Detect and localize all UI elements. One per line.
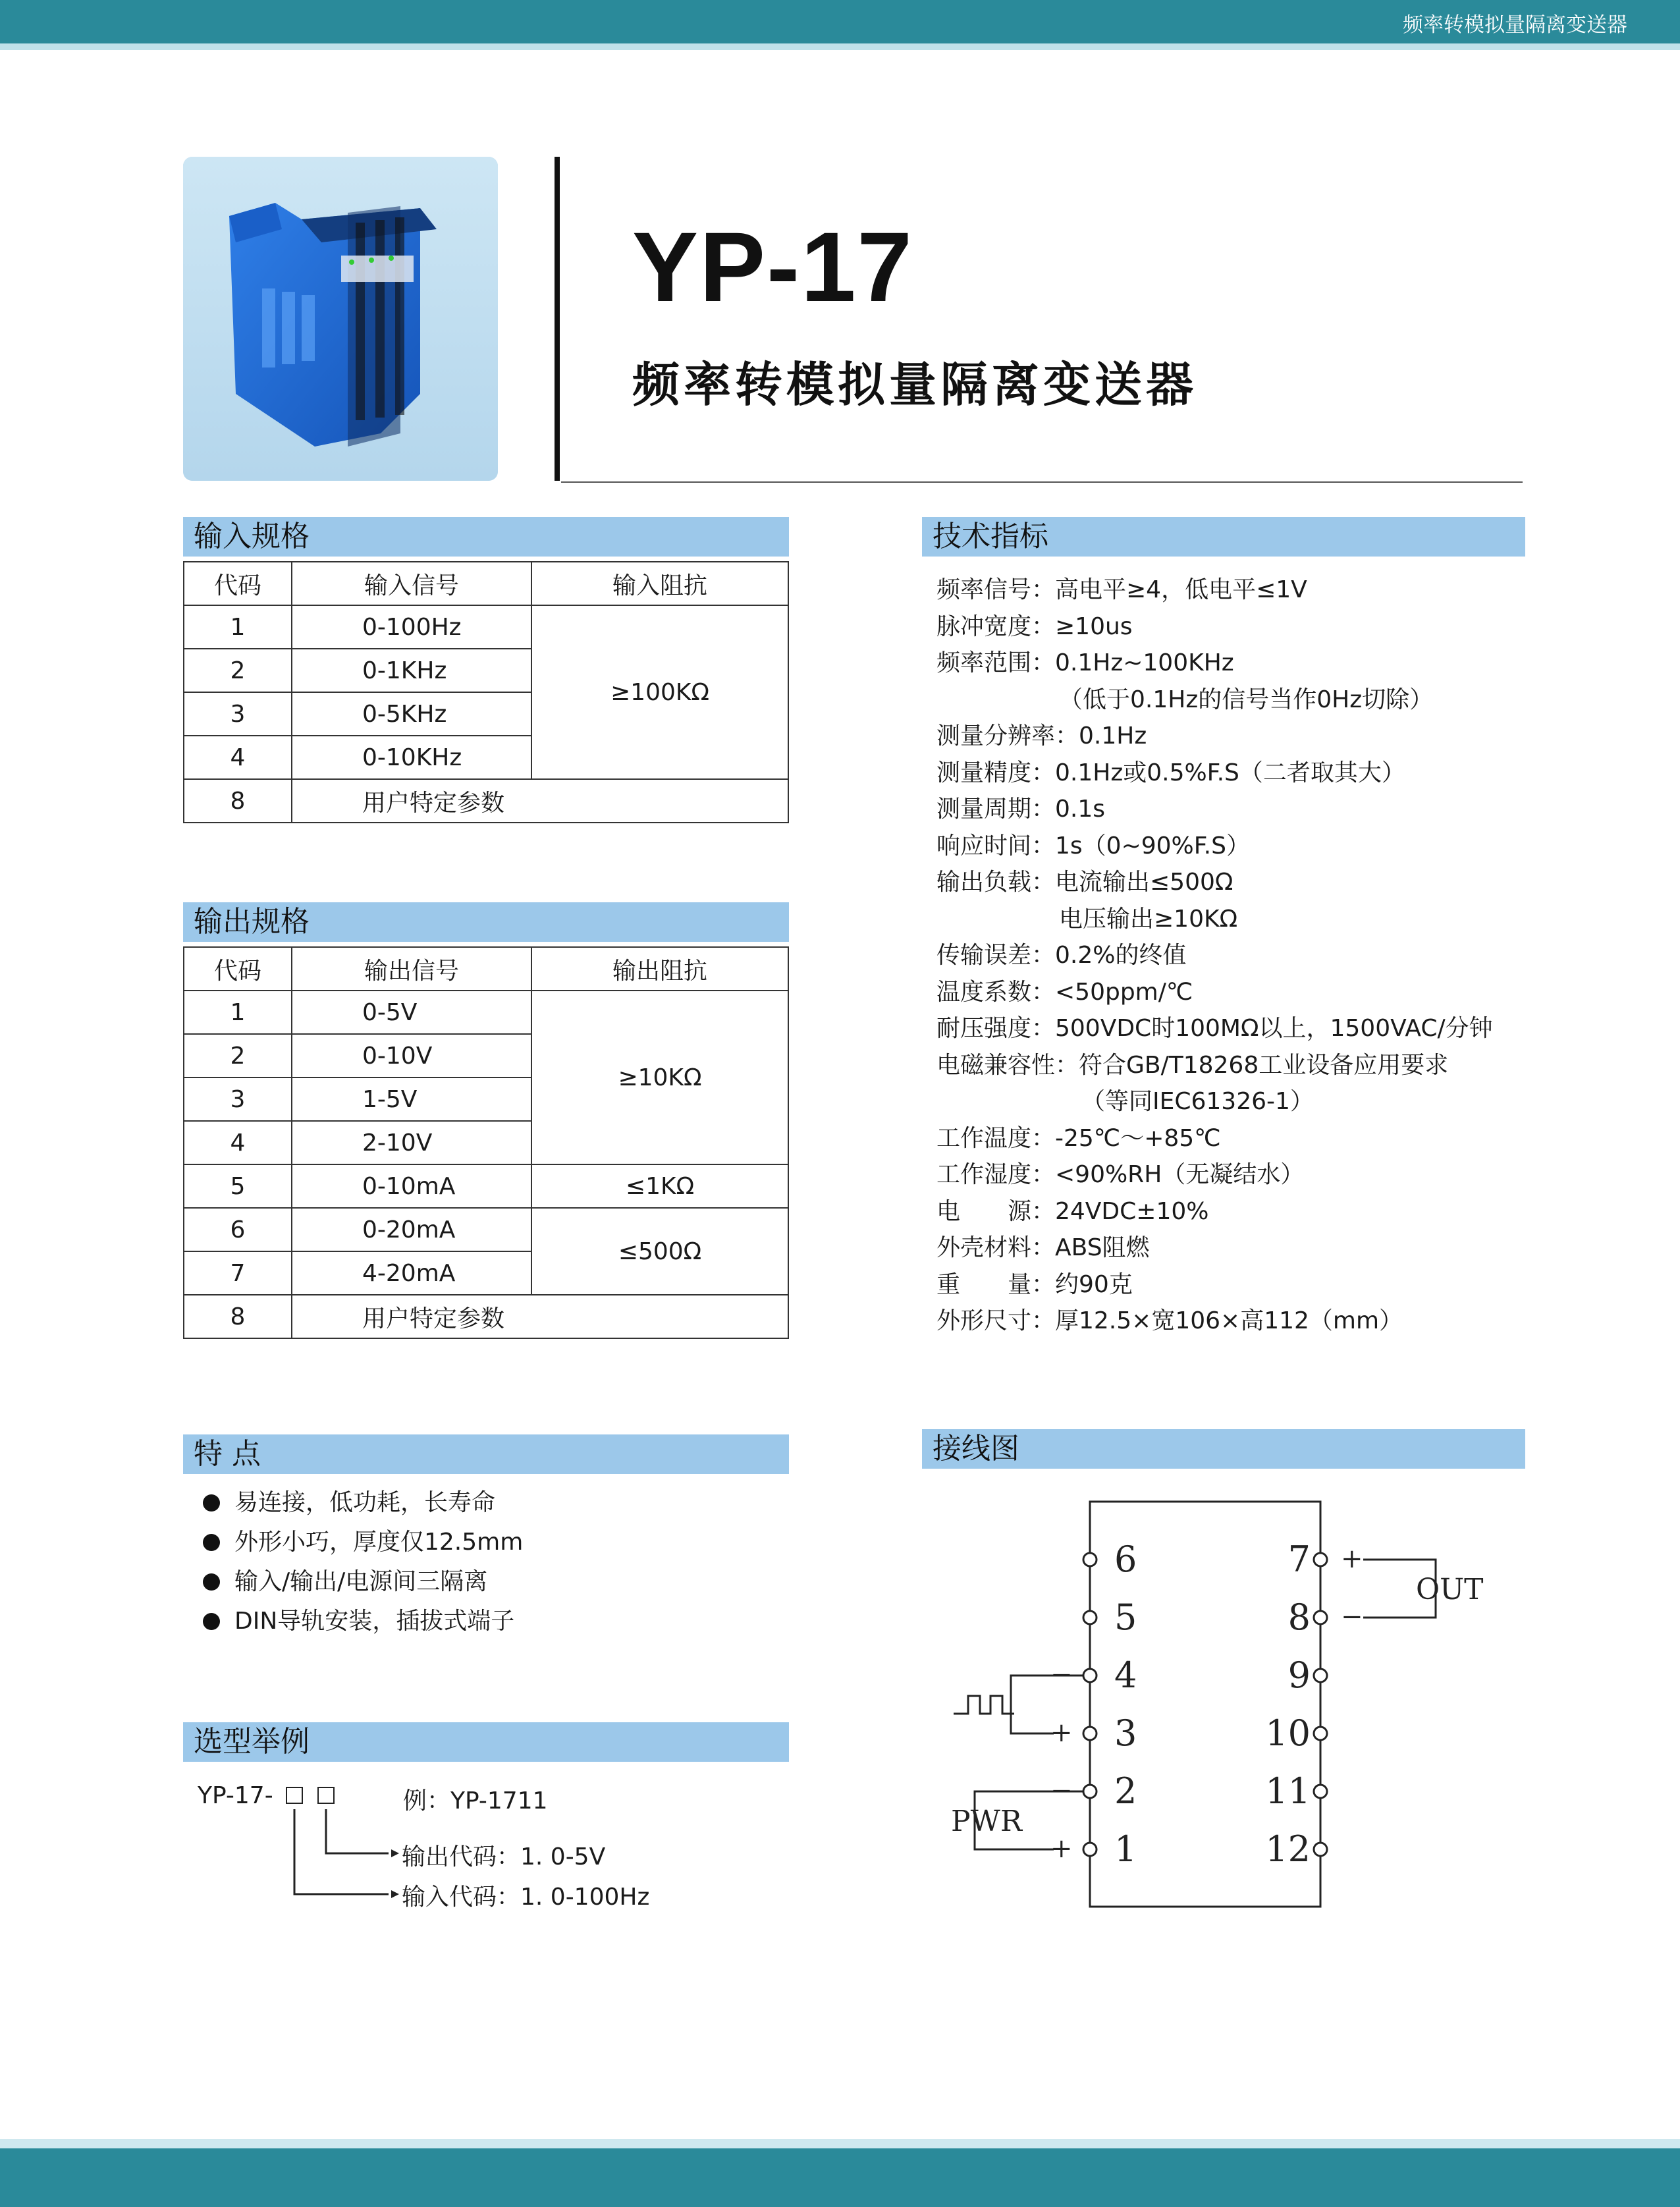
- signal-cell: 0-10mA: [292, 1164, 531, 1208]
- column-header: 输出信号: [292, 947, 531, 991]
- terminal-pin: [1314, 1785, 1327, 1798]
- impedance-cell: ≥100KΩ: [531, 605, 788, 779]
- output-code-note: 输出代码：1. 0-5V: [402, 1843, 606, 1870]
- table-row: [184, 1164, 788, 1208]
- code-cell: 3: [184, 1077, 292, 1121]
- plus-sign: +: [1050, 1834, 1073, 1864]
- signal-cell: 0-5V: [292, 991, 531, 1034]
- tech-spec-item: 输出负载：电流输出≤500Ω: [936, 869, 1233, 896]
- header-title: 频率转模拟量隔离变送器: [1403, 13, 1627, 37]
- table-header-row: [184, 562, 788, 605]
- code-cell: 7: [184, 1251, 292, 1295]
- code-cell: 2: [184, 1034, 292, 1077]
- wiring-heading: 接线图: [922, 1429, 1525, 1469]
- bullet-icon: [203, 1613, 220, 1630]
- out-label: OUT: [1416, 1573, 1484, 1606]
- feature-item: [203, 1523, 523, 1562]
- tech-spec-item: 测量精度：0.1Hz或0.5%F.S（二者取其大）: [936, 759, 1405, 786]
- terminal-pin: [1083, 1785, 1097, 1798]
- tech-spec-item: 工作湿度：<90%RH（无凝结水）: [936, 1161, 1305, 1188]
- code-cell: 4: [184, 736, 292, 779]
- tech-spec-list: [936, 572, 1493, 1340]
- feature-text: 易连接，低功耗，长寿命: [234, 1489, 496, 1516]
- signal-cell: 0-5KHz: [292, 692, 531, 736]
- selection-heading: 选型举例: [183, 1722, 789, 1762]
- terminal-pin: [1314, 1611, 1327, 1624]
- output-spec-table: [183, 946, 789, 1339]
- terminal-label: 6: [1114, 1539, 1137, 1580]
- code-cell: 4: [184, 1121, 292, 1164]
- terminal-label: 12: [1265, 1828, 1311, 1870]
- tech-spec-item: 测量周期：0.1s: [936, 796, 1106, 823]
- signal-cell: 2-10V: [292, 1121, 531, 1164]
- minus-sign: −: [1341, 1602, 1363, 1632]
- plus-sign: +: [1341, 1544, 1363, 1574]
- output-code-box: [317, 1787, 335, 1804]
- title-divider-horizontal: [561, 481, 1523, 483]
- tech-spec-item: 电磁兼容性：符合GB/T18268工业设备应用要求: [936, 1051, 1449, 1079]
- signal-cell: 0-10V: [292, 1034, 531, 1077]
- terminal-pin: [1083, 1669, 1097, 1682]
- impedance-cell: ≤500Ω: [531, 1208, 788, 1295]
- tech-spec-item: 电压输出≥10KΩ: [1059, 905, 1238, 933]
- minus-sign: −: [1050, 1660, 1073, 1690]
- tech-spec-item: 频率范围：0.1Hz~100KHz: [936, 649, 1234, 676]
- code-cell: 1: [184, 605, 292, 649]
- terminal-pin: [1083, 1553, 1097, 1566]
- signal-cell: 4-20mA: [292, 1251, 531, 1295]
- tech-spec-item: 外形尺寸：厚12.5×宽106×高112（mm）: [936, 1307, 1403, 1334]
- feature-item: [203, 1602, 523, 1641]
- terminal-pin: [1083, 1843, 1097, 1856]
- wiring-diagram: [922, 1482, 1515, 1930]
- output-spec-heading: 输出规格: [183, 902, 789, 942]
- tech-spec-item: 脉冲宽度：≥10us: [936, 613, 1133, 640]
- impedance-cell: ≤1KΩ: [531, 1164, 788, 1208]
- bottom-banner-stripe: [0, 2139, 1680, 2148]
- column-header: 代码: [184, 562, 292, 605]
- minus-sign: −: [1050, 1776, 1073, 1806]
- product-image: [183, 157, 498, 481]
- code-cell: 2: [184, 649, 292, 692]
- feature-text: 输入/输出/电源间三隔离: [234, 1568, 488, 1595]
- tech-spec-item: 工作温度：-25℃～+85℃: [936, 1124, 1221, 1152]
- feature-item: [203, 1483, 523, 1523]
- terminal-pin: [1083, 1611, 1097, 1624]
- terminal-label: 5: [1114, 1596, 1137, 1638]
- features-heading: 特 点: [183, 1434, 789, 1474]
- terminal-pin: [1314, 1553, 1327, 1566]
- plus-sign: +: [1050, 1718, 1073, 1748]
- tech-spec-item: 耐压强度：500VDC时100MΩ以上，1500VAC/分钟: [936, 1015, 1493, 1042]
- terminal-label: 11: [1265, 1770, 1311, 1812]
- product-model: YP-17: [632, 211, 913, 322]
- tech-spec-heading: 技术指标: [922, 517, 1525, 557]
- table-header-row: [184, 947, 788, 991]
- input-code-note: 输入代码：1. 0-100Hz: [402, 1884, 650, 1911]
- code-cell: 8: [184, 1295, 292, 1338]
- terminal-label: 10: [1265, 1712, 1311, 1754]
- title-divider-vertical: [555, 157, 560, 481]
- column-header: 输出阻抗: [531, 947, 788, 991]
- tech-spec-item: 温度系数：<50ppm/℃: [936, 978, 1193, 1006]
- terminal-label: 8: [1287, 1596, 1311, 1638]
- tech-spec-item: 测量分辨率：0.1Hz: [936, 722, 1147, 749]
- table-row: [184, 1295, 788, 1338]
- signal-cell: 0-1KHz: [292, 649, 531, 692]
- column-header: 代码: [184, 947, 292, 991]
- table-row: [184, 1208, 788, 1251]
- product-photo: [183, 157, 498, 481]
- table-row: [184, 991, 788, 1034]
- bullet-icon: [203, 1534, 220, 1551]
- code-cell: 8: [184, 779, 292, 823]
- signal-cell: 用户特定参数: [292, 1295, 788, 1338]
- tech-spec-item: （等同IEC61326-1）: [1081, 1088, 1314, 1115]
- signal-cell: 1-5V: [292, 1077, 531, 1121]
- feature-text: DIN导轨安装，插拔式端子: [234, 1608, 515, 1635]
- terminal-label: 7: [1287, 1539, 1311, 1580]
- input-code-box: [286, 1787, 303, 1804]
- code-cell: 6: [184, 1208, 292, 1251]
- bullet-icon: [203, 1494, 220, 1512]
- pwr-label: PWR: [951, 1805, 1022, 1838]
- tech-spec-item: 外壳材料：ABS阻燃: [936, 1234, 1150, 1261]
- code-cell: 3: [184, 692, 292, 736]
- tech-spec-item: 响应时间：1s（0~90%F.S）: [936, 832, 1250, 859]
- top-banner: [0, 0, 1680, 43]
- bullet-icon: [203, 1573, 220, 1591]
- table-row: [184, 779, 788, 823]
- signal-cell: 0-100Hz: [292, 605, 531, 649]
- input-spec-table: [183, 561, 789, 823]
- terminal-pin: [1083, 1727, 1097, 1740]
- table-row: [184, 605, 788, 649]
- tech-spec-item: 重 量：约90克: [936, 1270, 1133, 1298]
- tech-spec-item: 电 源：24VDC±10%: [936, 1197, 1209, 1225]
- tech-spec-item: （低于0.1Hz的信号当作0Hz切除）: [1059, 686, 1434, 713]
- terminal-pin: [1314, 1843, 1327, 1856]
- terminal-label: 1: [1114, 1828, 1137, 1870]
- tech-spec-item: 频率信号：高电平≥4，低电平≤1V: [936, 576, 1307, 603]
- impedance-cell: ≥10KΩ: [531, 991, 788, 1164]
- feature-text: 外形小巧，厚度仅12.5mm: [234, 1529, 524, 1556]
- signal-cell: 0-10KHz: [292, 736, 531, 779]
- code-cell: 5: [184, 1164, 292, 1208]
- terminal-pin: [1314, 1727, 1327, 1740]
- signal-cell: 0-20mA: [292, 1208, 531, 1251]
- column-header: 输入信号: [292, 562, 531, 605]
- selection-example: 例：YP-1711: [403, 1787, 548, 1814]
- terminal-pin: [1314, 1669, 1327, 1682]
- input-spec-heading: 输入规格: [183, 517, 789, 557]
- tech-spec-item: 传输误差：0.2%的终值: [936, 942, 1187, 969]
- terminal-label: 3: [1114, 1712, 1137, 1754]
- signal-cell: 用户特定参数: [292, 779, 788, 823]
- product-name: 频率转模拟量隔离变送器: [632, 356, 1198, 412]
- terminal-label: 2: [1114, 1770, 1137, 1812]
- feature-item: [203, 1562, 523, 1602]
- column-header: 输入阻抗: [531, 562, 788, 605]
- features-list: [203, 1483, 523, 1641]
- top-banner-stripe: [0, 43, 1680, 50]
- terminal-label: 9: [1287, 1654, 1311, 1696]
- terminal-label: 4: [1114, 1654, 1137, 1696]
- code-cell: 1: [184, 991, 292, 1034]
- bottom-banner: [0, 2148, 1680, 2207]
- selection-prefix: YP-17-: [198, 1782, 273, 1809]
- pulse-signal-icon: [954, 1696, 1014, 1714]
